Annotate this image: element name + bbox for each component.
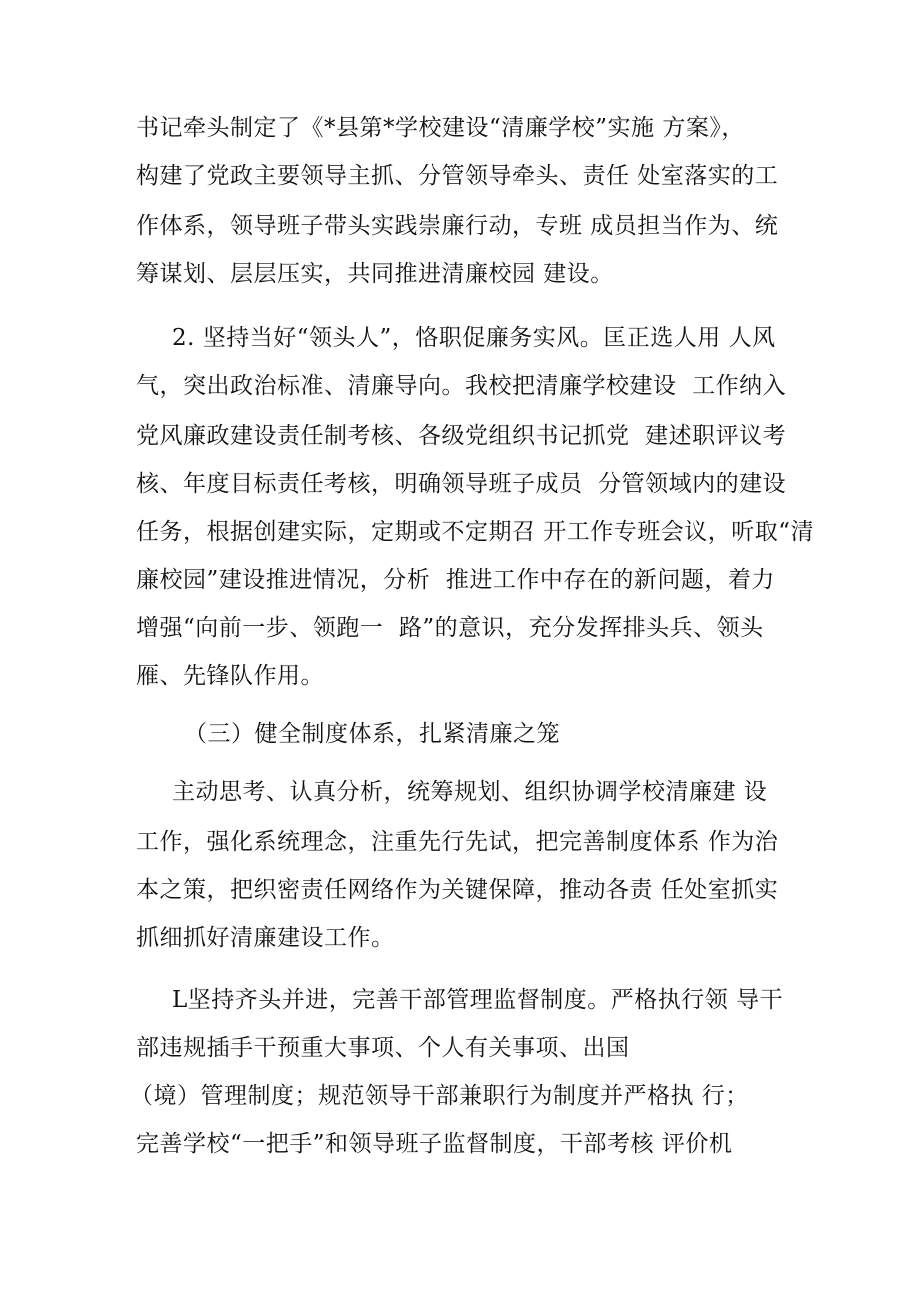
text-line: （境）管理制度；规范领导干部兼职行为制度并严格执 行； [130,1083,749,1109]
text-line: 抓细抓好清廉建设工作。 [136,925,395,951]
text-line: 增强“向前一步、领跑一 路”的意识，充分发挥排头兵、领头 [136,615,764,641]
text-line: 主动思考、认真分析，统筹规划、组织协调学校清廉建 设 [172,779,768,805]
text-line: 筹谋划、层层压实，共同推进清廉校园 建设。 [136,261,614,287]
text-line: 本之策，把织密责任网络作为关键保障，推动各责 任处室抓实 [136,877,779,903]
text-line: 构建了党政主要领导主抓、分管领导牵头、责任 处室落实的工 [136,163,779,189]
text-line: 气，突出政治标准、清廉导向。我校把清廉学校建设 工作纳入 [136,373,787,399]
text-line: L坚持齐头并进，完善干部管理监督制度。严格执行领 导干 [172,987,784,1013]
text-line: 作体系，领导班子带头实践崇廉行动，专班 成员担当作为、统 [136,213,779,239]
text-line: 2. 坚持当好“领头人”，恪职促廉务实风。匡正选人用 人风 [172,325,776,351]
text-line: 核、年度目标责任考核，明确领导班子成员 分管领域内的建设 [136,471,787,497]
text-line: 廉校园”建设推进情况，分析 推进工作中存在的新问题，着力 [136,567,775,593]
text-line: 党风廉政建设责任制考核、各级党组织书记抓党 建述职评议考 [136,423,787,449]
text-line: 部违规插手干预重大事项、个人有关事项、出国 [136,1035,630,1061]
text-line: 任务，根据创建实际，定期或不定期召 开工作专班会议，听取“清 [136,519,815,545]
text-line: 雁、先锋队作用。 [136,663,324,689]
section-heading: （三）健全制度体系，扎紧清廉之笼 [184,721,560,747]
text-line: 完善学校“一把手”和领导班子监督制度，干部考核 评价机 [136,1131,733,1157]
text-line: 工作，强化系统理念，注重先行先试，把完善制度体系 作为治 [136,829,779,855]
text-line: 书记牵头制定了《*县第*学校建设“清廉学校”实施 方案》， [136,115,745,141]
